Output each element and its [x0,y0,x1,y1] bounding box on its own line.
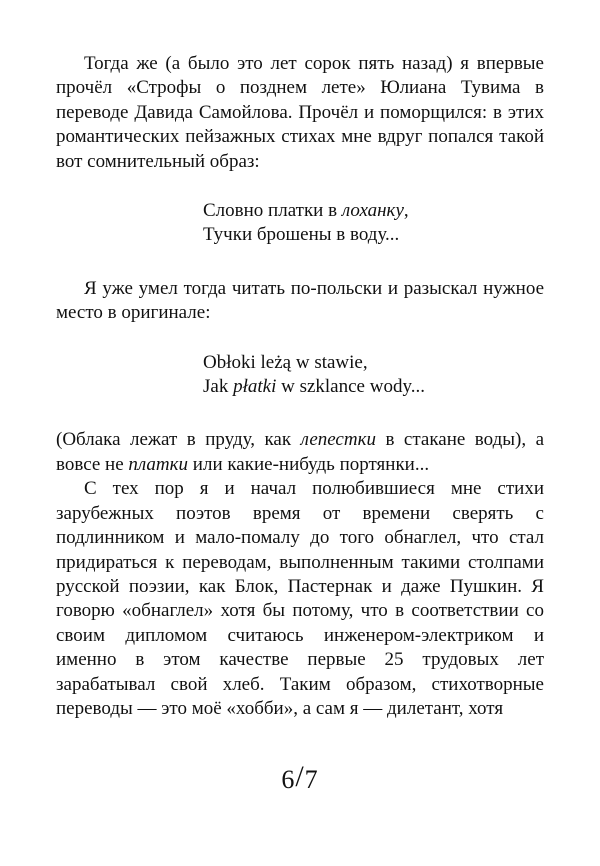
page-number-current: 6 [281,765,296,794]
emphasis-platki: płatki [233,376,277,398]
verse-quote-translation [56,199,544,248]
verse-line-2: Jak płatki w szklance wody... [203,376,425,398]
paragraph-original: Я уже умел тогда читать по-польски и разыскал нужное место в оригинале: [56,277,544,324]
page-number-separator: / [295,760,305,793]
paragraph-main: С тех пор я и начал полюбившиеся мне стихи зарубежных поэтов время от времени сверять с подлинником и мало-помалу до того обнаглел, что стал придираться к переводам, выполненным такими столпами русской поэзии, как Блок, Пастернак и даже Пушкин. Я говорю «обнаглел» хотя бы потому, что в соответствии со своим дипломом считаюсь инженером-электриком и именно в этом качестве первые 25 трудовых лет зарабатывал свой хлеб. Таким образом, стихотворные переводы — это моё «хобби», а сам я — дилетант, хотя [56,478,544,719]
verse-line-2: Тучки брошены в воду... [203,224,400,246]
verse-quote-original [56,351,544,400]
page-number-total: 7 [304,765,319,794]
emphasis-platki-ru: платки [128,453,189,475]
emphasis-lokhanku: лоханку [341,200,404,222]
paragraph-meaning: (Облака лежат в пруду, как лепестки в стакане воды), а вовсе не платки или какие-нибудь портянки... [56,429,545,475]
document-page [56,52,544,721]
page-number [0,762,600,796]
verse-line-1: Obłoki leżą w stawie, [203,351,368,373]
paragraph-intro: Тогда же (а было это лет сорок пять назад) я впервые прочёл «Строфы о позднем лете» Юлиана Тувима в переводе Давида Самойлова. Прочёл и поморщился: в этих романтических пейзажных стихах мне вдруг попался такой вот сомнительный образ: [56,53,544,172]
emphasis-lepestki: лепестки [300,429,376,451]
verse-line-1: Словно платки в лоханку, [203,200,409,222]
